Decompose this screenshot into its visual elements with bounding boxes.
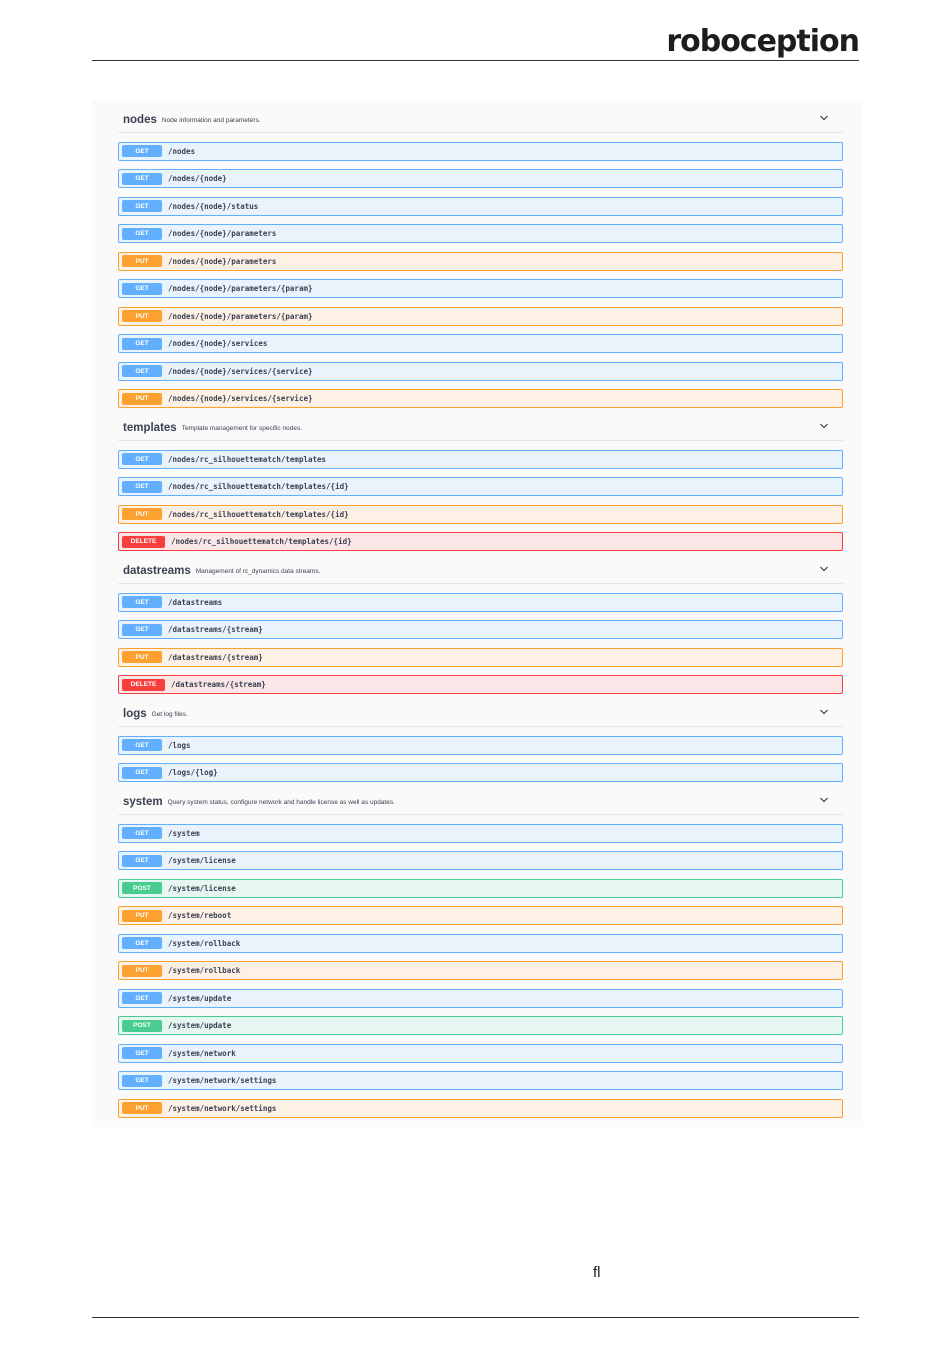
operation-get[interactable] — [118, 142, 843, 161]
operation-get[interactable] — [118, 450, 843, 469]
method-badge: PUT — [122, 310, 162, 322]
method-badge: GET — [122, 145, 162, 157]
tag-header-system[interactable] — [118, 790, 843, 815]
tag-description: Management of rc_dynamics data streams. — [195, 567, 321, 575]
operation-path: /nodes/{node}/parameters/{param} — [168, 311, 313, 321]
operation-get[interactable] — [118, 989, 843, 1008]
tag-group-system — [118, 790, 843, 1118]
method-badge: GET — [122, 200, 162, 212]
operation-get[interactable] — [118, 197, 843, 216]
tag-name: nodes — [123, 114, 157, 126]
tag-group-logs — [118, 702, 843, 782]
operation-path: /nodes/rc_silhouettematch/templates/{id} — [171, 537, 352, 546]
method-badge: PUT — [122, 910, 162, 922]
method-badge: GET — [122, 173, 162, 185]
method-badge: GET — [122, 228, 162, 240]
operation-put[interactable] — [118, 252, 843, 271]
api-tag-groups — [118, 108, 843, 1126]
tag-header-templates[interactable] — [118, 416, 843, 441]
tag-name: templates — [123, 422, 177, 434]
operation-path: /system/update — [168, 993, 232, 1003]
tag-description: Query system status, configure network and handle license as well as updates. — [167, 798, 395, 806]
operation-get[interactable] — [118, 362, 843, 381]
operation-post[interactable] — [118, 879, 843, 898]
method-badge: GET — [122, 365, 162, 377]
operation-path: /nodes/rc_silhouettematch/templates/{id} — [168, 509, 349, 519]
header-divider — [92, 60, 859, 61]
operation-put[interactable] — [118, 505, 843, 524]
operation-path: /datastreams/{stream} — [168, 652, 263, 662]
operation-get[interactable] — [118, 824, 843, 843]
operation-path: /system/license — [168, 883, 236, 893]
roboception-logo: roboception — [666, 24, 859, 59]
method-badge: GET — [122, 1075, 162, 1087]
operation-path: /logs — [168, 740, 191, 750]
chevron-down-icon[interactable] — [819, 795, 829, 805]
method-badge: GET — [122, 283, 162, 295]
method-badge: GET — [122, 739, 162, 751]
page-footer-mark: fl — [593, 1264, 601, 1281]
method-badge: GET — [122, 624, 162, 636]
operation-path: /datastreams — [168, 597, 223, 607]
method-badge: GET — [122, 827, 162, 839]
operation-path: /system — [168, 828, 200, 838]
operation-put[interactable] — [118, 1099, 843, 1118]
footer-divider — [92, 1317, 859, 1318]
operation-put[interactable] — [118, 648, 843, 667]
method-badge: GET — [122, 481, 162, 493]
method-badge: PUT — [122, 1102, 162, 1114]
method-badge: PUT — [122, 393, 162, 405]
tag-group-templates — [118, 416, 843, 551]
operation-path: /nodes/{node}/parameters — [168, 229, 277, 238]
operation-get[interactable] — [118, 477, 843, 496]
operation-path: /nodes/{node}/services/{service} — [168, 366, 313, 376]
operation-put[interactable] — [118, 906, 843, 925]
method-badge: PUT — [122, 255, 162, 267]
operation-get[interactable] — [118, 1044, 843, 1063]
operation-put[interactable] — [118, 389, 843, 408]
operation-path: /system/network — [168, 1048, 236, 1058]
operation-delete[interactable] — [118, 675, 843, 694]
method-badge: POST — [122, 1020, 162, 1032]
method-badge: GET — [122, 338, 162, 350]
operation-get[interactable] — [118, 620, 843, 639]
tag-description: Get log files. — [151, 710, 188, 718]
operation-path: /nodes/rc_silhouettematch/templates — [168, 454, 327, 464]
method-badge: GET — [122, 937, 162, 949]
operation-post[interactable] — [118, 1016, 843, 1035]
operation-put[interactable] — [118, 961, 843, 980]
method-badge: PUT — [122, 651, 162, 663]
operation-get[interactable] — [118, 763, 843, 782]
chevron-down-icon[interactable] — [819, 113, 829, 123]
operation-get[interactable] — [118, 736, 843, 755]
method-badge: GET — [122, 596, 162, 608]
operation-path: /system/rollback — [168, 938, 241, 948]
tag-description: Node information and parameters. — [161, 116, 261, 124]
operation-path: /nodes/{node}/services/{service} — [168, 394, 313, 403]
method-badge: POST — [122, 882, 162, 894]
operation-get[interactable] — [118, 934, 843, 953]
operation-path: /nodes/{node}/status — [168, 201, 259, 211]
method-badge: GET — [122, 1047, 162, 1059]
operation-path: /logs/{log} — [168, 768, 218, 777]
operation-path: /datastreams/{stream} — [171, 680, 266, 689]
operation-get[interactable] — [118, 279, 843, 298]
operation-put[interactable] — [118, 307, 843, 326]
tag-header-datastreams[interactable] — [118, 559, 843, 584]
chevron-down-icon[interactable] — [819, 707, 829, 717]
operation-path: /system/network/settings — [168, 1076, 277, 1085]
operation-path: /system/network/settings — [168, 1103, 277, 1113]
method-badge: GET — [122, 767, 162, 779]
operation-path: /system/license — [168, 856, 236, 865]
operation-path: /system/rollback — [168, 966, 241, 975]
operation-get[interactable] — [118, 1071, 843, 1090]
operation-get[interactable] — [118, 851, 843, 870]
method-badge: DELETE — [122, 679, 165, 691]
operation-get[interactable] — [118, 334, 843, 353]
tag-group-nodes — [118, 108, 843, 408]
method-badge: GET — [122, 992, 162, 1004]
tag-group-datastreams — [118, 559, 843, 694]
operation-delete[interactable] — [118, 532, 843, 551]
operation-path: /nodes/rc_silhouettematch/templates/{id} — [168, 482, 349, 491]
tag-description: Template management for specific nodes. — [181, 424, 303, 432]
method-badge: PUT — [122, 965, 162, 977]
chevron-down-icon[interactable] — [819, 564, 829, 574]
operation-path: /system/reboot — [168, 911, 232, 920]
tag-name: logs — [123, 708, 147, 720]
tag-name: datastreams — [123, 565, 191, 577]
method-badge: GET — [122, 453, 162, 465]
operation-path: /nodes/{node}/services — [168, 339, 268, 348]
operation-path: /datastreams/{stream} — [168, 625, 263, 634]
operation-get[interactable] — [118, 224, 843, 243]
tag-header-logs[interactable] — [118, 702, 843, 727]
tag-header-nodes[interactable] — [118, 108, 843, 133]
operation-get[interactable] — [118, 593, 843, 612]
chevron-down-icon[interactable] — [819, 421, 829, 431]
operation-path: /nodes — [168, 146, 196, 156]
method-badge: GET — [122, 855, 162, 867]
operation-path: /system/update — [168, 1021, 232, 1030]
operation-path: /nodes/{node} — [168, 174, 227, 183]
operation-path: /nodes/{node}/parameters/{param} — [168, 284, 313, 293]
operation-get[interactable] — [118, 169, 843, 188]
method-badge: PUT — [122, 508, 162, 520]
method-badge: DELETE — [122, 536, 165, 548]
operation-path: /nodes/{node}/parameters — [168, 256, 277, 266]
tag-name: system — [123, 796, 163, 808]
